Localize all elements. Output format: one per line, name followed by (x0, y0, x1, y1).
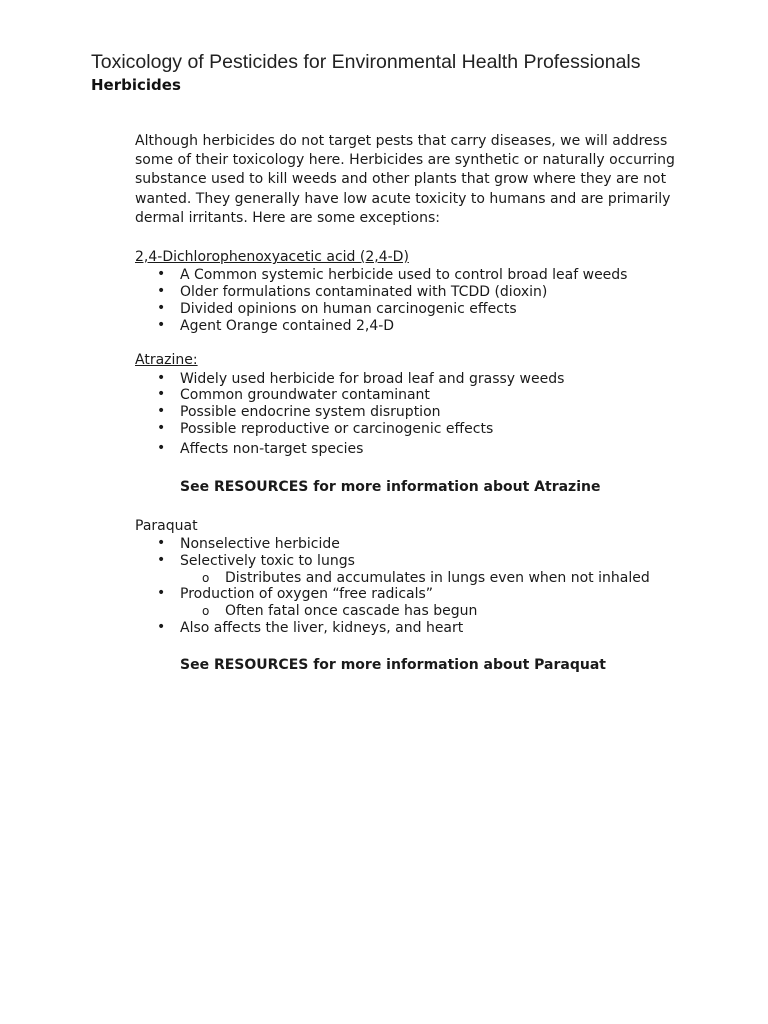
list-item: • Divided opinions on human carcinogenic effects (157, 299, 517, 317)
section-heading-2-4-d: 2,4-Dichlorophenoxyacetic acid (2,4-D) (135, 249, 409, 266)
bullet-icon: • (157, 420, 166, 436)
list-item: • Also affects the liver, kidneys, and heart (157, 618, 464, 636)
list-atrazine (135, 371, 695, 458)
section-heading-atrazine: Atrazine: (135, 352, 198, 369)
bullet-icon: • (157, 369, 166, 386)
bullet-icon: • (157, 535, 166, 551)
sub-list-item: o Distributes and accumulates in lungs even when not inhaled (202, 569, 650, 586)
bullet-icon: • (157, 439, 166, 456)
list-paraquat (135, 536, 695, 637)
bullet-icon: • (157, 266, 166, 283)
list-item: • Selectively toxic to lungs o Distributes and accumulates in lungs even when not inhaled (135, 553, 695, 587)
sub-list-item: o Often fatal once cascade has begun (202, 603, 478, 620)
bullet-icon: • (157, 299, 166, 316)
intro-line: Although herbicides do not target pests that carry diseases, we will address (135, 133, 668, 149)
intro-line: dermal irritants. Here are some exceptions: (135, 209, 440, 226)
list-item: • Affects non-target species (157, 439, 364, 457)
bullet-icon: • (157, 386, 166, 403)
bullet-icon: • (157, 316, 166, 333)
paraquat-resources-note: See RESOURCES for more information about Paraquat (180, 656, 606, 673)
list-item: • A Common systemic herbicide used to control broad leaf weeds (157, 266, 628, 284)
sub-list (180, 603, 695, 620)
intro-line: wanted. They generally have low acute toxicity to humans and are primarily (135, 190, 671, 207)
atrazine-resources-note: See RESOURCES for more information about Atrazine (180, 478, 601, 495)
list-item: • Possible reproductive or carcinogenic effects (157, 420, 494, 437)
list-item: • Agent Orange contained 2,4-D (157, 316, 395, 334)
bullet-icon: • (157, 551, 166, 568)
list-item: • Widely used herbicide for broad leaf and grassy weeds (157, 369, 565, 387)
list-item: • Older formulations contaminated with TCDD (dioxin) (157, 283, 548, 301)
list-item: • Common groundwater contaminant (157, 386, 430, 404)
sub-bullet-icon: o (202, 570, 210, 585)
sub-bullet-icon: o (202, 604, 210, 619)
bullet-icon: • (157, 403, 166, 420)
list-item: • Production of oxygen “free radicals” o Often fatal once cascade has begun (135, 586, 695, 620)
page-title: Toxicology of Pesticides for Environmental Health Professionals (91, 51, 641, 73)
page-subtitle: Herbicides (91, 76, 181, 94)
bullet-icon: • (157, 283, 166, 300)
bullet-icon: • (157, 585, 166, 602)
list-2-4-d (135, 267, 695, 334)
intro-line: some of their toxicology here. Herbicides are synthetic or naturally occurring (135, 152, 675, 169)
section-heading-paraquat: Paraquat (135, 517, 198, 534)
list-item: • Possible endocrine system disruption (157, 403, 441, 421)
sub-list (180, 570, 695, 587)
bullet-icon: • (157, 618, 166, 635)
document-body (135, 132, 695, 675)
intro-paragraph (135, 132, 695, 228)
list-item: • Nonselective herbicide (157, 535, 340, 552)
intro-line: substance used to kill weeds and other plants that grow where they are not (135, 171, 667, 188)
